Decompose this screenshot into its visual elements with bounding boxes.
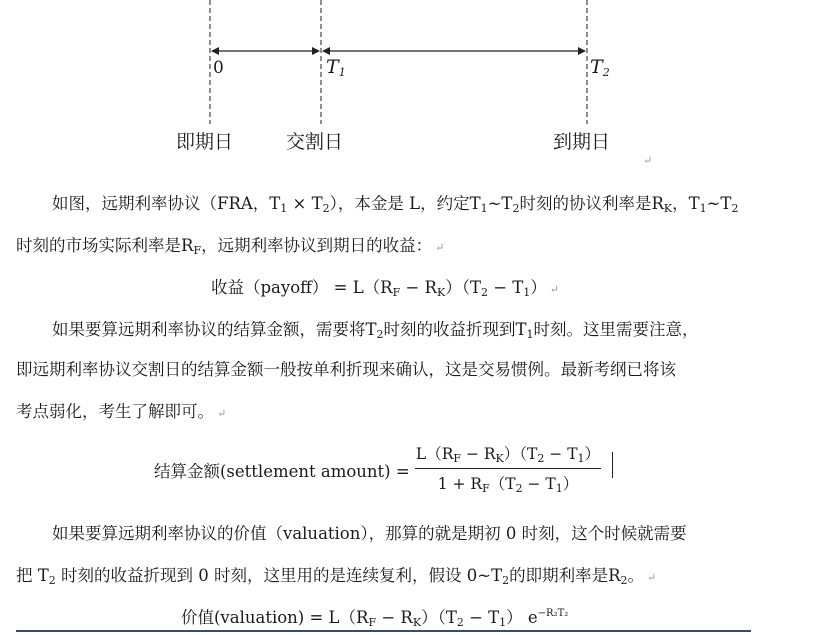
f2-text: 1 + R [437, 475, 483, 493]
f2-sub: 1 [577, 452, 585, 465]
p2-sub: 2 [376, 328, 384, 341]
paragraph-mark: ↵ [647, 571, 657, 584]
f3-text: ）（T [421, 608, 457, 627]
f3-text: − R [376, 608, 413, 627]
f2-text: − R [461, 445, 496, 463]
arrowhead-left-2 [322, 47, 330, 55]
para1-line2 [16, 232, 444, 257]
p1-text: ，T [672, 194, 700, 213]
para2-line1 [52, 316, 699, 341]
p1-text: 时刻的市场实际利率是R [16, 236, 194, 255]
text-cursor [612, 452, 613, 478]
para3-line2 [16, 562, 656, 587]
p3-text: 把 T [16, 566, 49, 585]
f1-text: ）（T [445, 278, 481, 297]
formula-payoff [211, 274, 559, 299]
fraction-numerator [416, 442, 600, 465]
p3-sub: 2 [502, 574, 510, 587]
label-spot-date: 即期日 [176, 131, 234, 153]
label-delivery-date: 交割日 [286, 131, 344, 153]
t2-letter: T [590, 56, 603, 78]
timeline-t1-label [326, 56, 346, 79]
timeline-zero-label: 0 [213, 58, 224, 78]
para2-line3 [16, 398, 226, 422]
label-maturity-date: 到期日 [553, 131, 611, 153]
p1-text: 如图，远期利率协议（FRA，T [52, 194, 281, 213]
t1-letter: T [326, 56, 339, 78]
para1-line1 [52, 190, 738, 215]
t2-sub: 2 [602, 66, 610, 79]
p3-sub: 2 [48, 574, 56, 587]
f3-text: ） e [506, 608, 538, 627]
p2-text: 时刻的收益折现到T [383, 320, 527, 339]
p1-sub: F [193, 244, 202, 257]
p1-sub: 1 [699, 202, 707, 215]
f2-sub: F [453, 452, 462, 465]
p3-sub: 2 [620, 574, 628, 587]
f2-sub: 2 [515, 482, 523, 495]
arrowhead-right-1 [312, 47, 320, 55]
f2-sub: 2 [537, 452, 545, 465]
p2-text: 考点弱化，考生了解即可。 [16, 402, 214, 421]
p3-text: 时刻的收益折现到 0 时刻，这里用的是连续复利，假设 0~T [55, 566, 503, 585]
f3-sub: K [412, 616, 422, 629]
p1-text: ，远期利率协议到期日的收益： [201, 236, 433, 255]
f2-sub: F [482, 482, 490, 495]
p1-sub: 2 [731, 202, 739, 215]
t1-sub: 1 [338, 66, 346, 79]
f3-sub: 2 [456, 616, 464, 629]
formula-settlement-lhs: 结算金额(settlement amount) = [154, 462, 410, 481]
f1-sub: K [436, 286, 446, 299]
p1-sub: 2 [512, 202, 520, 215]
p1-sub: 1 [280, 202, 288, 215]
f3-sub: 1 [499, 616, 507, 629]
paragraph-mark: ↵ [643, 154, 653, 167]
f2-text: L（R [415, 445, 454, 463]
f3-sub: F [368, 616, 377, 629]
f3-text: 价值(valuation) = L（R [181, 608, 369, 627]
para2-line2: 即远期利率协议交割日的结算金额一般按单利折现来确认，这是交易惯例。最新考纲已将该 [16, 360, 676, 379]
p1-text: 时刻的协议利率是R [519, 194, 664, 213]
p1-text: ），本金是 L，约定T [329, 194, 481, 213]
p1-text: × T [287, 194, 323, 213]
p1-text: ~T [706, 194, 732, 213]
para3-line1: 如果要算远期利率协议的价值（valuation），那算的就是期初 0 时刻，这个时候就需要 [52, 524, 687, 543]
f1-text: 收益（payoff） = L（R [211, 278, 393, 297]
fraction-denominator [438, 472, 579, 495]
f1-sub: 1 [523, 286, 531, 299]
formula-settlement-fraction [415, 442, 601, 495]
p3-text: 的即期利率是R [509, 566, 621, 585]
arrowhead-left-1 [211, 47, 219, 55]
timeline-t2-label [590, 56, 610, 79]
f1-sub: F [392, 286, 401, 299]
arrowhead-right-2 [578, 47, 586, 55]
f2-text: − T [544, 445, 578, 463]
bottom-rule [16, 630, 751, 632]
f1-sub: 2 [480, 286, 488, 299]
p2-text: 如果要算远期利率协议的结算金额，需要将T [52, 320, 377, 339]
p2-sub: 1 [526, 328, 534, 341]
f2-text: （T [489, 475, 516, 493]
f3-text: − T [463, 608, 500, 627]
f2-text: ） [584, 445, 601, 463]
p1-sub: 2 [322, 202, 330, 215]
f2-text: ）（T [503, 445, 538, 463]
p1-sub: 1 [480, 202, 488, 215]
paragraph-mark: ↵ [435, 241, 445, 254]
fraction-bar [415, 468, 601, 469]
paragraph-mark: ↵ [549, 283, 559, 296]
f1-text: ） [530, 278, 547, 297]
p3-text: 。 [627, 566, 645, 585]
f3-exponent: −R₂T₂ [537, 608, 569, 619]
f2-sub: K [495, 452, 504, 465]
f2-text: ） [562, 475, 579, 493]
f1-text: − R [400, 278, 437, 297]
f1-text: − T [487, 278, 524, 297]
paragraph-mark: ↵ [217, 407, 227, 420]
f2-text: − T [522, 475, 556, 493]
p1-text: ~T [487, 194, 513, 213]
p1-sub: K [663, 202, 673, 215]
formula-valuation [181, 604, 568, 629]
p2-text: 时刻。这里需要注意， [533, 320, 699, 339]
f2-sub: 1 [555, 482, 563, 495]
timeline-diagram [0, 0, 836, 180]
